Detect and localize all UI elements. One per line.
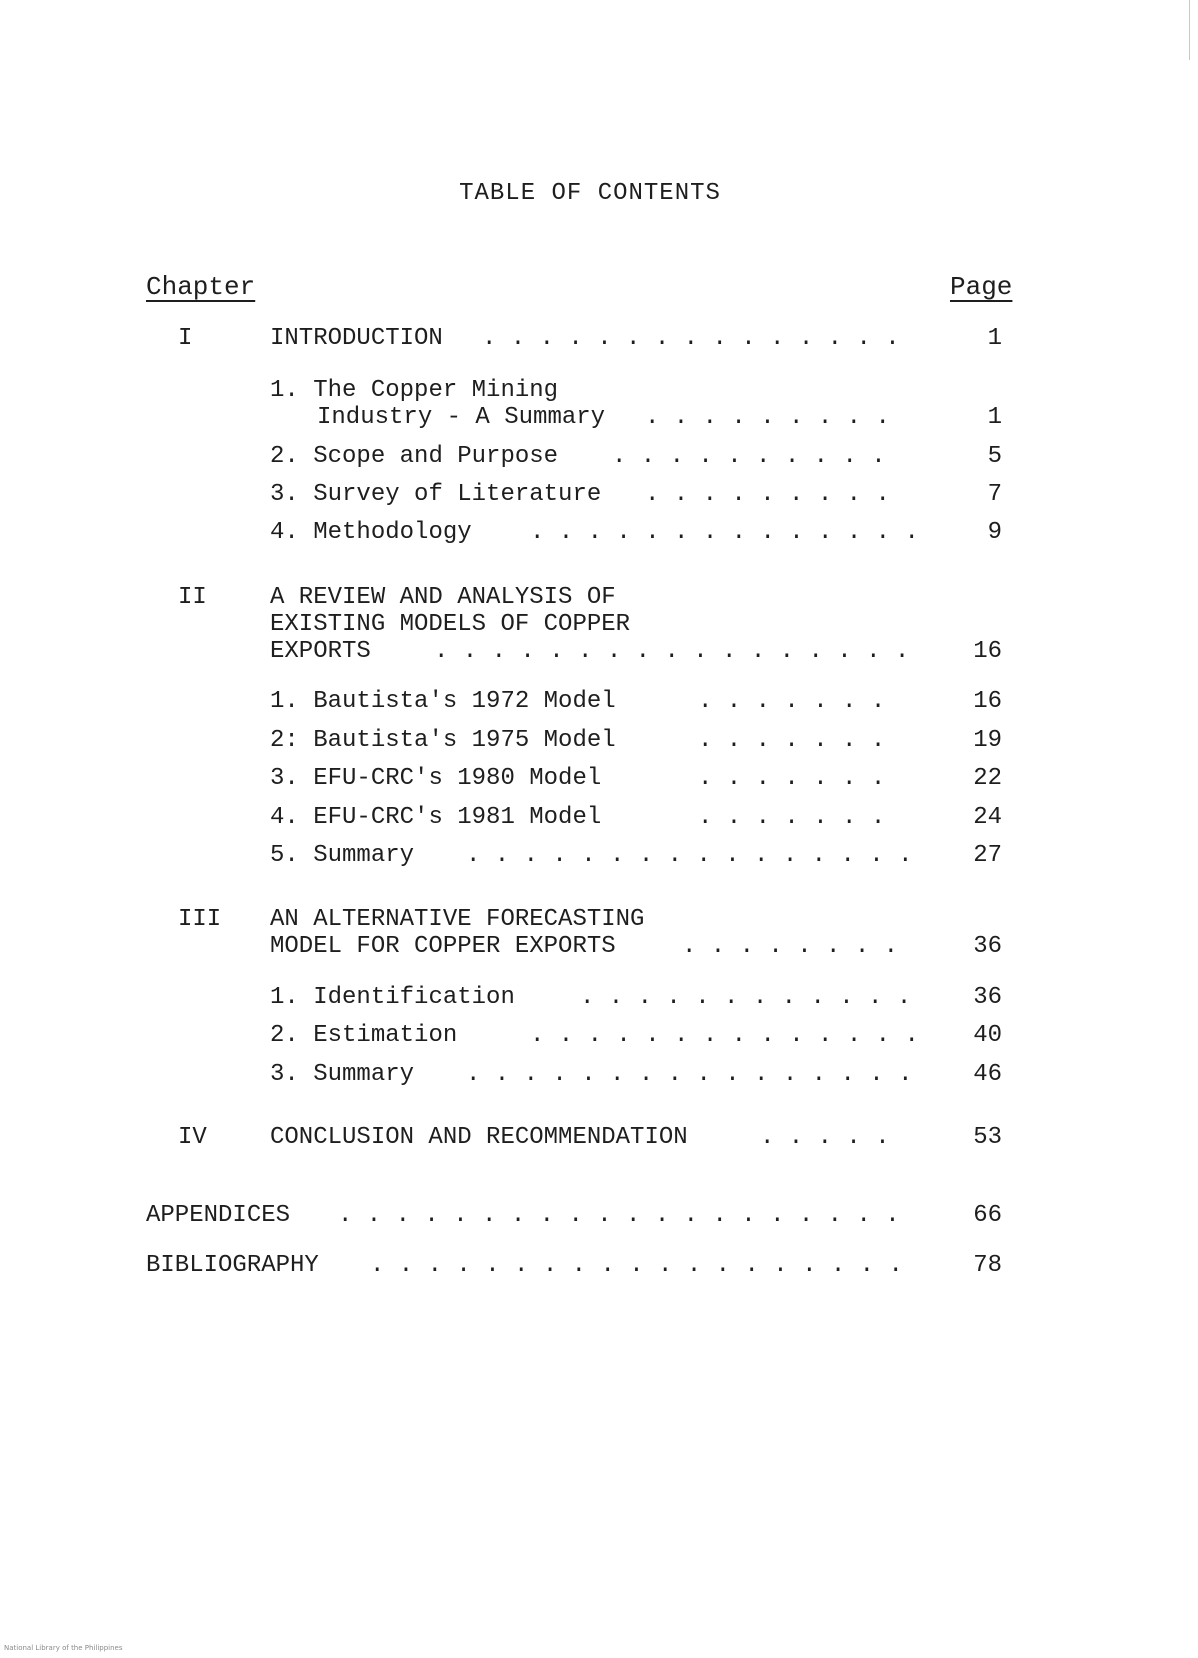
leader-dots: . . . . . . . . . . . . . . . . bbox=[466, 1061, 913, 1088]
leader-dots: . . . . . . . . . bbox=[645, 481, 890, 508]
section-entry: 2. Estimation bbox=[270, 1022, 458, 1049]
leader-dots: . . . . . . . . . . . . . . bbox=[530, 1022, 919, 1049]
leader-dots: . . . . . . . . . . . . . . . . . bbox=[434, 638, 910, 665]
page-number: 22 bbox=[973, 765, 1002, 792]
appendices-entry: APPENDICES bbox=[146, 1202, 291, 1229]
leader-dots: . . . . . . . . . . . . . . . . . . . bbox=[370, 1252, 903, 1279]
leader-dots: . . . . . . . . . . . . . . . . bbox=[466, 842, 913, 869]
section-entry-continued: Industry - A Summary bbox=[317, 404, 606, 431]
page-number: 1 bbox=[987, 404, 1002, 431]
toc-title: TABLE OF CONTENTS bbox=[459, 180, 721, 207]
page-number: 5 bbox=[987, 443, 1002, 470]
leader-dots: . . . . . . . . . . . . . . bbox=[530, 519, 919, 546]
page-number: 46 bbox=[973, 1061, 1002, 1088]
chapter-numeral: II bbox=[178, 584, 207, 611]
leader-dots: . . . . . . . . bbox=[682, 933, 899, 960]
page-number: 16 bbox=[973, 688, 1002, 715]
page-number: 66 bbox=[973, 1202, 1002, 1229]
chapter-numeral: IV bbox=[178, 1124, 207, 1151]
leader-dots: . . . . . . . . . . bbox=[612, 443, 886, 470]
chapter-title-continued: MODEL FOR COPPER EXPORTS bbox=[270, 933, 616, 960]
leader-dots: . . . . . bbox=[760, 1124, 890, 1151]
section-entry: 3. Survey of Literature bbox=[270, 481, 602, 508]
page-number: 53 bbox=[973, 1124, 1002, 1151]
chapter-title: A REVIEW AND ANALYSIS OF bbox=[270, 584, 616, 611]
section-entry: 4. EFU-CRC's 1981 Model bbox=[270, 804, 602, 831]
page-number: 24 bbox=[973, 804, 1002, 831]
scan-edge-line bbox=[1189, 0, 1190, 60]
page-header: Page bbox=[950, 272, 1013, 302]
leader-dots: . . . . . . . . . . . . . . . . . . . . bbox=[338, 1202, 900, 1229]
chapter-title: AN ALTERNATIVE FORECASTING bbox=[270, 906, 645, 933]
leader-dots: . . . . . . . . . . . . . . . bbox=[482, 325, 900, 352]
section-entry: 1. Identification bbox=[270, 984, 515, 1011]
page-number: 40 bbox=[973, 1022, 1002, 1049]
page-number: 7 bbox=[987, 481, 1002, 508]
scan-footer: National Library of the Philippines bbox=[4, 1644, 123, 1652]
chapter-header: Chapter bbox=[146, 272, 256, 302]
section-entry: 2. Scope and Purpose bbox=[270, 443, 559, 470]
leader-dots: . . . . . . . bbox=[698, 688, 886, 715]
section-entry: 4. Methodology bbox=[270, 519, 472, 546]
leader-dots: . . . . . . . . . bbox=[645, 404, 890, 431]
page-number: 19 bbox=[973, 727, 1002, 754]
chapter-numeral: I bbox=[178, 325, 193, 352]
leader-dots: . . . . . . . bbox=[698, 765, 886, 792]
section-entry: 5. Summary bbox=[270, 842, 415, 869]
page-number: 27 bbox=[973, 842, 1002, 869]
leader-dots: . . . . . . . . . . . . bbox=[580, 984, 912, 1011]
chapter-numeral: III bbox=[178, 906, 222, 933]
section-entry: 1. Bautista's 1972 Model bbox=[270, 688, 616, 715]
page-number: 1 bbox=[987, 325, 1002, 352]
page-number: 16 bbox=[973, 638, 1002, 665]
page-number: 36 bbox=[973, 984, 1002, 1011]
page-number: 36 bbox=[973, 933, 1002, 960]
section-entry: 3. EFU-CRC's 1980 Model bbox=[270, 765, 602, 792]
chapter-title: INTRODUCTION bbox=[270, 325, 443, 352]
chapter-title-continued: EXPORTS bbox=[270, 638, 371, 665]
page-number: 78 bbox=[973, 1252, 1002, 1279]
leader-dots: . . . . . . . bbox=[698, 727, 886, 754]
chapter-title-continued: EXISTING MODELS OF COPPER bbox=[270, 611, 631, 638]
section-entry: 3. Summary bbox=[270, 1061, 415, 1088]
section-entry: 1. The Copper Mining bbox=[270, 377, 559, 404]
leader-dots: . . . . . . . bbox=[698, 804, 886, 831]
section-entry: 2: Bautista's 1975 Model bbox=[270, 727, 616, 754]
bibliography-entry: BIBLIOGRAPHY bbox=[146, 1252, 319, 1279]
page-number: 9 bbox=[987, 519, 1002, 546]
chapter-title: CONCLUSION AND RECOMMENDATION bbox=[270, 1124, 688, 1151]
